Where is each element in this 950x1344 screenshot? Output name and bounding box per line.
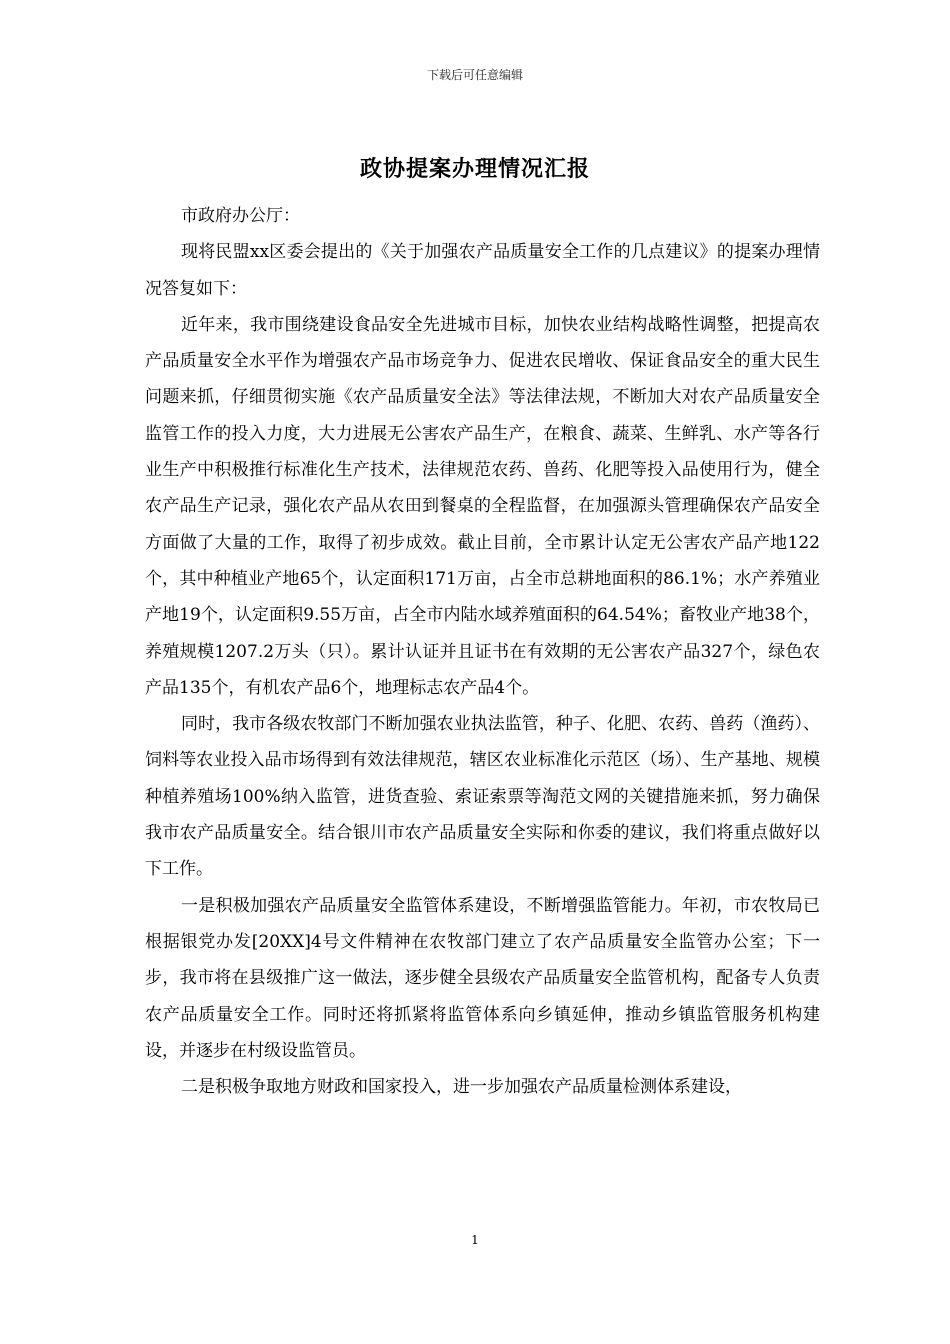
document-title: 政协提案办理情况汇报: [359, 156, 590, 182]
paragraph-intro: 现将民盟xx区委会提出的《关于加强农产品质量安全工作的几点建议》的提案办理情况答复如下：: [145, 242, 820, 299]
paragraph-measure-two: 二是积极争取地方财政和国家投入，进一步加强农产品质量检测体系建设，: [181, 1077, 742, 1098]
document-body: [145, 198, 820, 1105]
paragraph-achievements: 近年来，我市围绕建设食品安全先进城市目标，加快农业结构战略性调整，把提高农产品质量安全水平作为增强农产品市场竞争力、促进农民增收、保证食品安全的重大民生问题来抓，仔细贯彻实施《农产品质量安全法》等法律法规，不断加大对农产品质量安全监管工作的投入力度，大力进展无公害农产品生产，在粮食、蔬菜、生鲜乳、水产等各行业生产中积极推行标准化生产技术，法律规范农药、兽药、化肥等投入品使用行为，健全农产品生产记录，强化农产品从农田到餐桌的全程监督，在加强源头管理确保农产品安全方面做了大量的工作，取得了初步成效。截止目前，全市累计认定无公害农产品产地122个，其中种植业产地65个，认定面积171万亩，占全市总耕地面积的86.1%；水产养殖业产地19个，认定面积9.55万亩，占全市内陆水域养殖面积的64.54%；畜牧业产地38个，养殖规模1207.2万头（只）。累计认证并且证书在有效期的无公害农产品327个，绿色农产品135个，有机农产品6个，地理标志农产品4个。: [145, 314, 820, 698]
paragraph-supervision: 同时，我市各级农牧部门不断加强农业执法监管，种子、化肥、农药、兽药（渔药）、饲料等农业投入品市场得到有效法律规范，辖区农业标准化示范区（场）、生产基地、规模种植养殖场100%纳入监管，进货查验、索证索票等淘范文网的关键措施来抓，努力确保我市农产品质量安全。结合银川市农产品质量安全实际和你委的建议，我们将重点做好以下工作。: [145, 714, 820, 880]
page-number: 1: [471, 1233, 479, 1247]
paragraph-measure-one: 一是积极加强农产品质量安全监管体系建设，不断增强监管能力。年初，市农牧局已根据银党办发[20XX]4号文件精神在农牧部门建立了农产品质量安全监管办公室；下一步，我市将在县级推广这一做法，逐步健全县级农产品质量安全监管机构，配备专人负责农产品质量安全工作。同时还将抓紧将监管体系向乡镇延伸，推动乡镇监管服务机构建设，并逐步在村级设监管员。: [145, 895, 820, 1061]
page-header-note: 下载后可任意编辑: [426, 68, 523, 82]
salutation: 市政府办公厅：: [181, 206, 300, 226]
